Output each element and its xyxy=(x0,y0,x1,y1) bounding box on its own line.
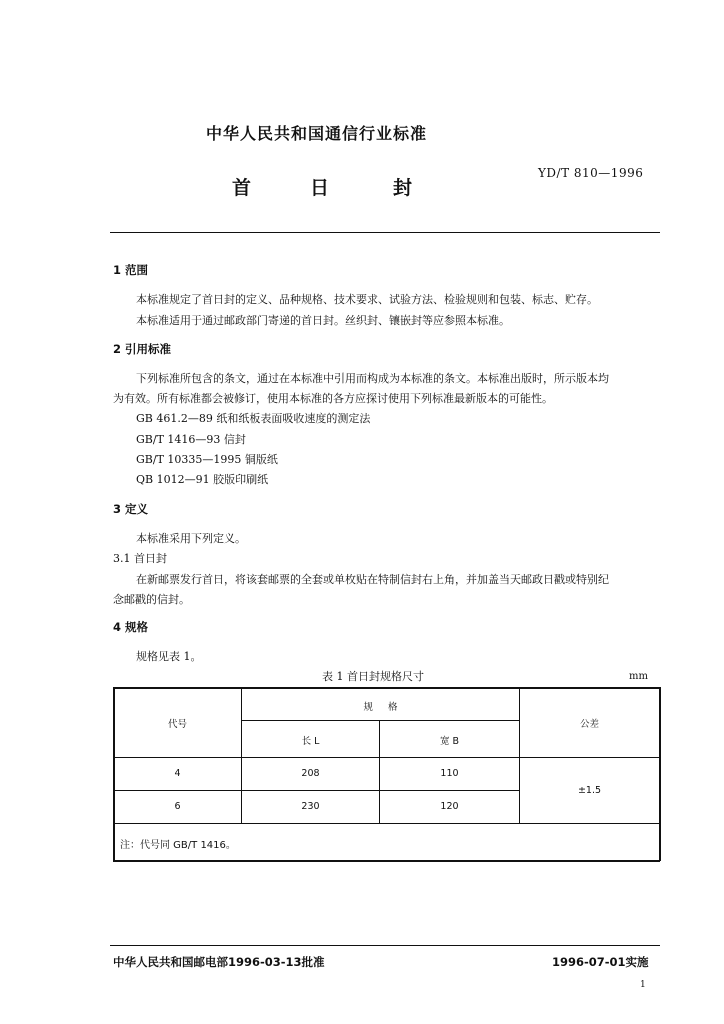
table-unit: mm xyxy=(629,671,648,682)
section-2-para-line-2: 为有效。所有标准都会被修订，使用本标准的各方应探讨使用下列标准最新版本的可能性。 xyxy=(113,392,553,405)
standard-org-title: 中华人民共和国通信行业标准 xyxy=(206,124,428,143)
doc-title-char-2: 日 xyxy=(310,177,330,199)
section-2-para-line-1: 下列标准所包含的条文，通过在本标准中引用而构成为本标准的条文。本标准出版时，所示版本均 xyxy=(136,372,609,385)
table-header-code: 代号 xyxy=(167,719,187,730)
table-cell-code: 4 xyxy=(174,768,181,779)
doc-title-char-1: 首 xyxy=(232,177,252,199)
section-1-heading: 1 范围 xyxy=(113,263,149,277)
table-cell-tolerance: ±1.5 xyxy=(577,785,602,796)
doc-title-char-3: 封 xyxy=(393,177,413,199)
reference-item: GB/T 1416—93 信封 xyxy=(136,433,246,446)
subsection-3-1-heading: 3.1 首日封 xyxy=(113,552,167,565)
standard-code: YD/T 810—1996 xyxy=(538,166,644,180)
table-header-width: 宽 B xyxy=(439,736,460,747)
section-3-para: 本标准采用下列定义。 xyxy=(136,532,246,545)
subsection-3-1-line-2: 念邮戳的信封。 xyxy=(113,593,190,606)
table-cell-length: 208 xyxy=(301,768,320,779)
table-cell-width: 120 xyxy=(440,801,459,812)
table-note: 注：代号同 GB/T 1416。 xyxy=(120,840,236,851)
page-number: 1 xyxy=(640,980,646,990)
table-header-tolerance: 公差 xyxy=(579,719,599,730)
section-1-para-1: 本标准规定了首日封的定义、品种规格、技术要求、试验方法、检验规则和包装、标志、贮存。 xyxy=(136,293,598,306)
subsection-3-1-line-1: 在新邮票发行首日，将该套邮票的全套或单枚贴在特制信封右上角，并加盖当天邮政日戳或特别纪 xyxy=(136,573,609,586)
section-1-para-2: 本标准适用于通过邮政部门寄递的首日封。丝织封、镶嵌封等应参照本标准。 xyxy=(136,314,510,327)
section-3-heading: 3 定义 xyxy=(113,502,149,516)
implementation-date: 1996-07-01实施 xyxy=(552,955,649,969)
approval-line: 中华人民共和国邮电部1996-03-13批准 xyxy=(113,955,325,969)
header-rule xyxy=(110,232,660,233)
reference-item: GB 461.2—89 纸和纸板表面吸收速度的测定法 xyxy=(136,412,371,425)
table-cell-width: 110 xyxy=(440,768,459,779)
table-cell-length: 230 xyxy=(301,801,320,812)
section-4-para: 规格见表 1。 xyxy=(136,650,202,663)
table-header-length: 长 L xyxy=(301,736,320,747)
section-2-heading: 2 引用标准 xyxy=(113,342,172,356)
table-header-spec: 规 格 xyxy=(363,702,398,713)
reference-item: GB/T 10335—1995 铜版纸 xyxy=(136,453,278,466)
footer-rule xyxy=(110,945,660,946)
reference-item: QB 1012—91 胶版印刷纸 xyxy=(136,473,269,486)
table-cell-code: 6 xyxy=(174,801,181,812)
section-4-heading: 4 规格 xyxy=(113,620,149,634)
table-caption: 表 1 首日封规格尺寸 xyxy=(322,670,424,683)
